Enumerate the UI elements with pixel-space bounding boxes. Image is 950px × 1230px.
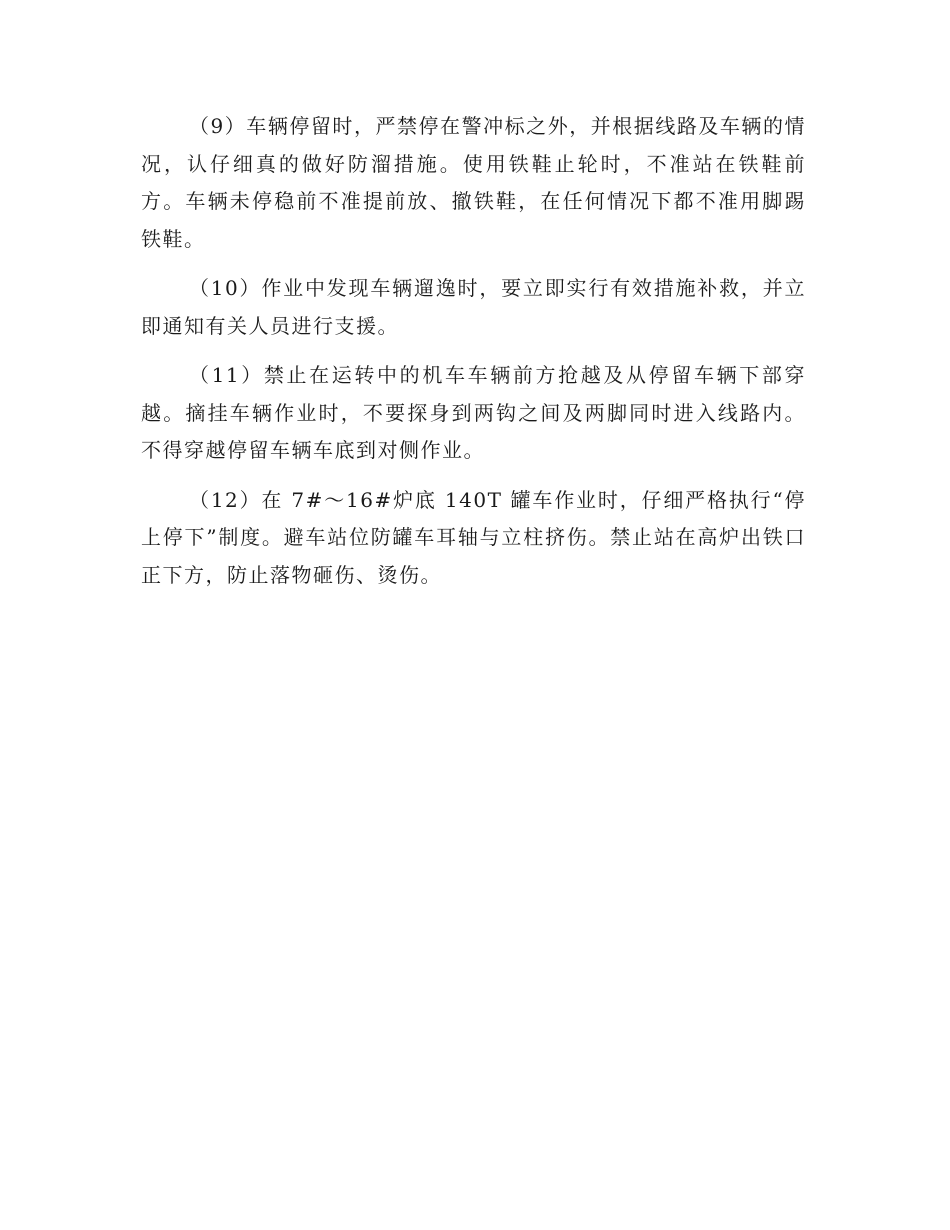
- paragraph-11: （11）禁止在运转中的机车车辆前方抢越及从停留车辆下部穿越。摘挂车辆作业时，不要探身到两钩之间及两脚同时进入线路内。不得穿越停留车辆车底到对侧作业。: [141, 363, 806, 462]
- paragraph-12: （12）在 7#～16#炉底 140T 罐车作业时，仔细严格执行“停上停下”制度。避车站位防罐车耳轴与立柱挤伤。禁止站在高炉出铁口正下方，防止落物砸伤、烫伤。: [141, 487, 806, 587]
- document-body: [141, 108, 806, 606]
- paragraph-10: （10）作业中发现车辆遛逸时，要立即实行有效措施补救，并立即通知有关人员进行支援。: [141, 276, 806, 338]
- paragraph-9: （9）车辆停留时，严禁停在警冲标之外，并根据线路及车辆的情况，认仔细真的做好防溜措施。使用铁鞋止轮时，不准站在铁鞋前方。车辆未停稳前不准提前放、撤铁鞋，在任何情况下都不准用脚踢铁鞋。: [141, 114, 806, 251]
